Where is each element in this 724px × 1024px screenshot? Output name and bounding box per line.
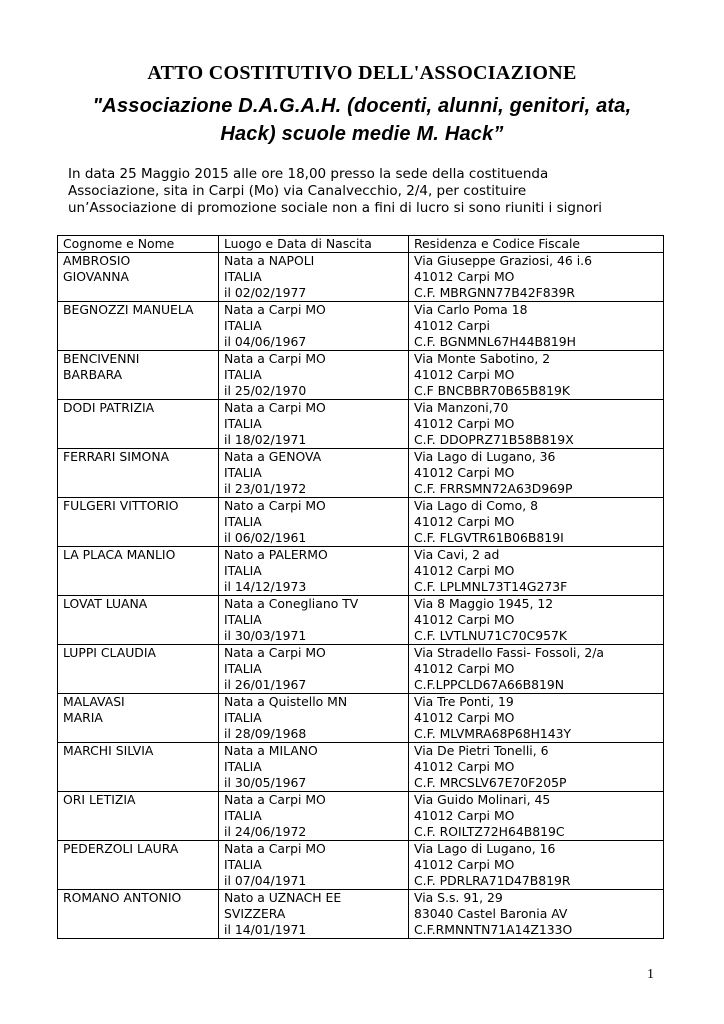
residence-line: 41012 Carpi MO [414,465,515,480]
residence-line: Via Lago di Lugano, 16 [414,841,556,856]
intro-paragraph [68,166,668,217]
birth-line: ITALIA [224,612,262,627]
birth-line: il 30/03/1971 [224,628,307,643]
document-title: ATTO COSTITUTIVO DELL'ASSOCIAZIONE [147,62,577,84]
residence-line: 41012 Carpi MO [414,367,515,382]
birth-line: ITALIA [224,318,262,333]
residence-line: C.F. MLVMRA68P68H143Y [414,726,572,741]
residence-line: C.F. PDRLRA71D47B819R [414,873,571,888]
birth-line: ITALIA [224,661,262,676]
residence-line: 41012 Carpi MO [414,514,515,529]
header-residence: Residenza e Codice Fiscale [409,236,664,253]
residence-line: C.F. DDOPRZ71B58B819X [414,432,574,447]
birth-line: Nata a Carpi MO [224,302,326,317]
cell-birth [219,351,409,400]
name-line: LOVAT LUANA [63,596,148,611]
residence-line: 41012 Carpi [414,318,491,333]
cell-residence [409,890,664,939]
birth-line: il 28/09/1968 [224,726,307,741]
name-line: MARCHI SILVIA [63,743,154,758]
birth-line: il 06/02/1961 [224,530,307,545]
residence-line: Via Manzoni,70 [414,400,509,415]
cell-name [58,449,219,498]
table-row [58,302,664,351]
intro-line: In data 25 Maggio 2015 alle ore 18,00 presso la sede della costituenda [68,166,549,182]
cell-residence [409,449,664,498]
residence-line: 41012 Carpi MO [414,612,515,627]
cell-name [58,400,219,449]
residence-line: C.F. LPLMNL73T14G273F [414,579,568,594]
residence-line: C.F. ROILTZ72H64B819C [414,824,565,839]
birth-line: SVIZZERA [224,906,286,921]
cell-birth [219,498,409,547]
birth-line: Nata a Carpi MO [224,841,326,856]
birth-line: ITALIA [224,759,262,774]
cell-residence [409,743,664,792]
cell-residence [409,792,664,841]
cell-birth [219,547,409,596]
name-line: LUPPI CLAUDIA [63,645,156,660]
birth-line: ITALIA [224,269,262,284]
residence-line: 41012 Carpi MO [414,808,515,823]
birth-line: ITALIA [224,710,262,725]
table-row [58,890,664,939]
cell-birth [219,400,409,449]
header-name: Cognome e Nome [58,236,219,253]
cell-birth [219,841,409,890]
residence-line: C.F. FLGVTR61B06B819I [414,530,564,545]
cell-residence [409,400,664,449]
cell-name [58,694,219,743]
name-line: LA PLACA MANLIO [63,547,176,562]
header-birth: Luogo e Data di Nascita [219,236,409,253]
residence-line: 83040 Castel Baronia AV [414,906,568,921]
birth-line: Nata a NAPOLI [224,253,315,268]
association-name [40,92,684,148]
residence-line: C.F. MRCSLV67E70F205P [414,775,567,790]
cell-birth [219,792,409,841]
table-row [58,596,664,645]
birth-line: ITALIA [224,514,262,529]
table-header-row [58,236,664,253]
birth-line: il 14/12/1973 [224,579,307,594]
table-row [58,449,664,498]
birth-line: il 26/01/1967 [224,677,307,692]
cell-residence [409,498,664,547]
table-row [58,792,664,841]
name-line: FULGERI VITTORIO [63,498,179,513]
table-body [58,253,664,939]
cell-name [58,890,219,939]
table-row [58,498,664,547]
residence-line: Via Cavi, 2 ad [414,547,500,562]
cell-birth [219,449,409,498]
birth-line: ITALIA [224,857,262,872]
name-line: MALAVASI [63,694,125,709]
cell-name [58,498,219,547]
intro-line: un’Associazione di promozione sociale non a fini di lucro si sono riuniti i signori [68,200,603,216]
residence-line: C.F. FRRSMN72A63D969P [414,481,573,496]
name-line: GIOVANNA [63,269,129,284]
cell-birth [219,890,409,939]
cell-birth [219,743,409,792]
residence-line: C.F.RMNNTN71A14Z133O [414,922,573,937]
birth-line: Nata a Carpi MO [224,400,326,415]
residence-line: C.F. BGNMNL67H44B819H [414,334,576,349]
residence-line: 41012 Carpi MO [414,759,515,774]
birth-line: il 25/02/1970 [224,383,307,398]
cell-name [58,645,219,694]
page-number: 1 [647,967,654,982]
birth-line: il 18/02/1971 [224,432,307,447]
cell-birth [219,253,409,302]
residence-line: Via Lago di Lugano, 36 [414,449,556,464]
table-row [58,547,664,596]
cell-name [58,596,219,645]
residence-line: Via De Pietri Tonelli, 6 [414,743,549,758]
residence-line: Via 8 Maggio 1945, 12 [414,596,554,611]
name-line: DODI PATRIZIA [63,400,155,415]
birth-line: Nata a Conegliano TV [224,596,359,611]
cell-name [58,792,219,841]
birth-line: il 24/06/1972 [224,824,307,839]
cell-name [58,743,219,792]
residence-line: Via Tre Ponti, 19 [414,694,514,709]
table-row [58,743,664,792]
cell-birth [219,302,409,351]
table-row [58,400,664,449]
residence-line: 41012 Carpi MO [414,661,515,676]
cell-name [58,253,219,302]
table-row [58,253,664,302]
cell-residence [409,253,664,302]
residence-line: C.F. MBRGNN77B42F839R [414,285,575,300]
cell-name [58,351,219,400]
birth-line: il 23/01/1972 [224,481,307,496]
residence-line: Via Guido Molinari, 45 [414,792,551,807]
cell-residence [409,694,664,743]
cell-residence [409,841,664,890]
residence-line: C.F.LPPCLD67A66B819N [414,677,565,692]
residence-line: Via Carlo Poma 18 [414,302,528,317]
birth-line: ITALIA [224,367,262,382]
name-line: ROMANO ANTONIO [63,890,182,905]
birth-line: Nata a Carpi MO [224,645,326,660]
name-line: ORI LETIZIA [63,792,136,807]
name-line: AMBROSIO [63,253,131,268]
association-name-line-2: Hack) scuole medie M. Hack” [220,123,504,145]
cell-residence [409,302,664,351]
name-line: MARIA [63,710,103,725]
residence-line: Via Giuseppe Graziosi, 46 i.6 [414,253,593,268]
cell-residence [409,645,664,694]
residence-line: Via Stradello Fassi- Fossoli, 2/a [414,645,604,660]
cell-residence [409,596,664,645]
birth-line: il 04/06/1967 [224,334,307,349]
cell-residence [409,547,664,596]
table-row [58,351,664,400]
residence-line: 41012 Carpi MO [414,416,515,431]
birth-line: il 02/02/1977 [224,285,307,300]
residence-line: 41012 Carpi MO [414,269,515,284]
birth-line: ITALIA [224,416,262,431]
cell-name [58,547,219,596]
birth-line: Nata a GENOVA [224,449,322,464]
birth-line: Nata a Carpi MO [224,792,326,807]
birth-line: ITALIA [224,808,262,823]
residence-line: C.F BNCBBR70B65B819K [414,383,570,398]
birth-line: Nata a Carpi MO [224,351,326,366]
birth-line: il 14/01/1971 [224,922,307,937]
residence-line: Via S.s. 91, 29 [414,890,503,905]
name-line: BARBARA [63,367,123,382]
table-row [58,694,664,743]
birth-line: Nato a Carpi MO [224,498,326,513]
birth-line: ITALIA [224,563,262,578]
cell-birth [219,694,409,743]
table-row [58,645,664,694]
table-row [58,841,664,890]
birth-line: Nata a Quistello MN [224,694,348,709]
name-line: BEGNOZZI MANUELA [63,302,194,317]
cell-birth [219,596,409,645]
cell-residence [409,351,664,400]
name-line: PEDERZOLI LAURA [63,841,179,856]
residence-line: Via Lago di Como, 8 [414,498,538,513]
cell-name [58,841,219,890]
cell-name [58,302,219,351]
birth-line: il 30/05/1967 [224,775,307,790]
residence-line: Via Monte Sabotino, 2 [414,351,551,366]
birth-line: Nato a UZNACH EE [224,890,342,905]
birth-line: ITALIA [224,465,262,480]
cell-birth [219,645,409,694]
residence-line: 41012 Carpi MO [414,563,515,578]
name-line: FERRARI SIMONA [63,449,170,464]
birth-line: Nata a MILANO [224,743,318,758]
name-line: BENCIVENNI [63,351,140,366]
founders-table [57,235,664,939]
intro-line: Associazione, sita in Carpi (Mo) via Canalvecchio, 2/4, per costituire [68,183,527,199]
association-name-line-1: "Associazione D.A.G.A.H. (docenti, alunni, genitori, ata, [92,95,632,117]
residence-line: 41012 Carpi MO [414,857,515,872]
birth-line: Nato a PALERMO [224,547,328,562]
birth-line: il 07/04/1971 [224,873,307,888]
residence-line: 41012 Carpi MO [414,710,515,725]
residence-line: C.F. LVTLNU71C70C957K [414,628,568,643]
